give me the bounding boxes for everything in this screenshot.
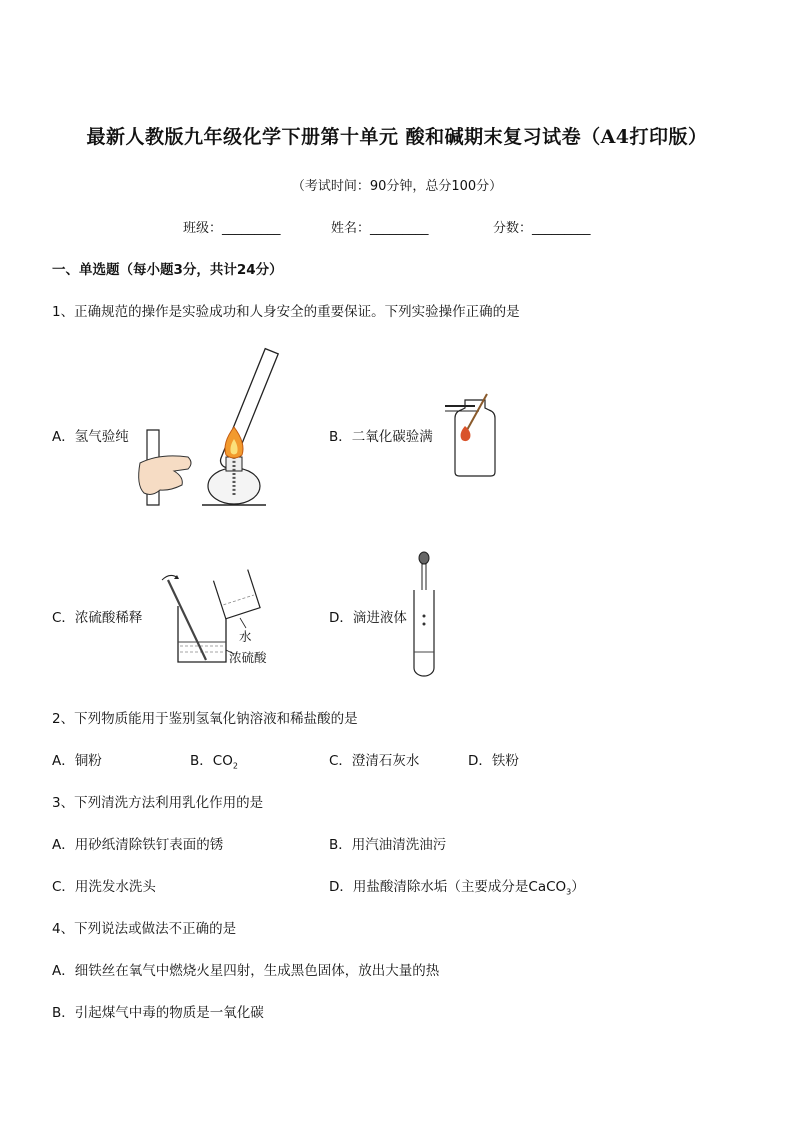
figure-dropper: [410, 552, 440, 677]
label-conc-acid: 浓硫酸: [229, 650, 267, 665]
exam-subtitle: （考试时间：90分钟，总分100分）: [291, 179, 503, 194]
q3-option-d: D．用盐酸清除水垢（主要成分是CaCO$_3$）: [329, 879, 585, 897]
q4-option-b: B．引起煤气中毒的物质是一氧化碳: [52, 1005, 264, 1021]
question-3-stem: 3、下列清洗方法利用乳化作用的是: [52, 795, 264, 811]
question-2-stem: 2、下列物质能用于鉴别氢氧化钠溶液和稀盐酸的是: [52, 711, 358, 727]
q2-option-d: D．铁粉: [468, 753, 519, 769]
q1-option-c: C．浓硫酸稀释: [52, 610, 143, 626]
q2-option-c: C．澄清石灰水: [329, 753, 420, 769]
figure-acid-dilution: [160, 568, 290, 668]
figure-co2-test: [445, 390, 505, 480]
score-field: 分数：_________: [493, 221, 591, 236]
q1-option-b: B．二氧化碳验满: [329, 429, 433, 445]
figure-hydrogen-test: [130, 345, 280, 515]
question-1-stem: 1、正确规范的操作是实验成功和人身安全的重要保证。下列实验操作正确的是: [52, 304, 520, 320]
section-heading: 一、单选题（每小题3分，共计24分）: [52, 262, 283, 278]
q3-option-a: A．用砂纸清除铁钉表面的锈: [52, 837, 224, 853]
q1-option-d: D．滴进液体: [329, 610, 407, 626]
class-field: 班级：_________: [183, 221, 281, 236]
q2-option-b: B．$CO_2$: [190, 753, 238, 771]
q3-option-b: B．用汽油清洗油污: [329, 837, 447, 853]
question-4-stem: 4、下列说法或做法不正确的是: [52, 921, 237, 937]
q4-option-a: A．细铁丝在氧气中燃烧火星四射，生成黑色固体，放出大量的热: [52, 963, 440, 979]
q3-option-c: C．用洗发水洗头: [52, 879, 156, 895]
q2-option-a: A．铜粉: [52, 753, 102, 769]
exam-title: 最新人教版九年级化学下册第十单元 酸和碱期末复习试卷（A4打印版）: [86, 126, 708, 148]
q1-option-a: A．氢气验纯: [52, 429, 129, 445]
name-field: 姓名：_________: [331, 221, 429, 236]
label-water: 水: [239, 629, 252, 644]
